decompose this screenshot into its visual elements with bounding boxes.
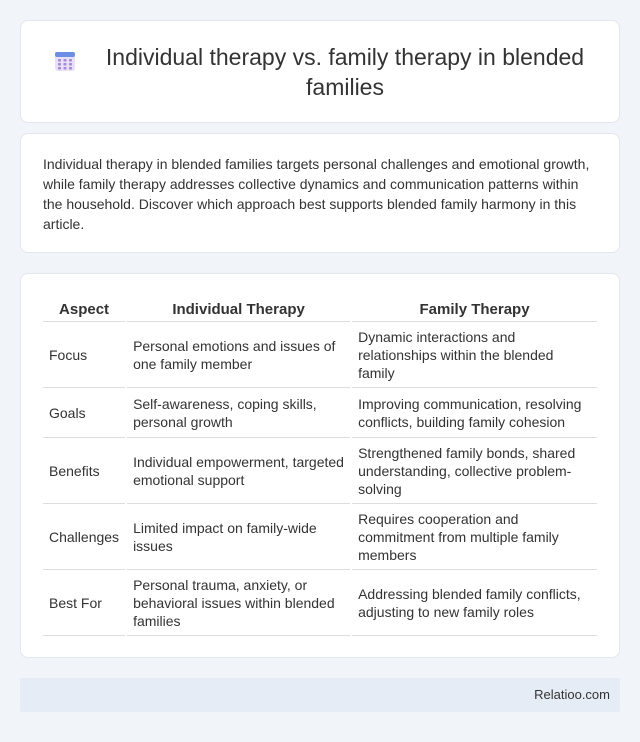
row-aspect: Best For [43, 570, 125, 636]
row-individual: Individual empowerment, targeted emotional support [127, 438, 350, 504]
row-individual: Limited impact on family-wide issues [127, 504, 350, 570]
header-individual-therapy: Individual Therapy [127, 294, 350, 322]
comparison-table [41, 294, 599, 636]
table-row [43, 570, 597, 636]
header-aspect: Aspect [43, 294, 125, 322]
table-row [43, 438, 597, 504]
table-row [43, 504, 597, 570]
row-family: Addressing blended family conflicts, adjusting to new family roles [352, 570, 597, 636]
row-individual: Personal trauma, anxiety, or behavioral issues within blended families [127, 570, 350, 636]
row-family: Requires cooperation and commitment from multiple family members [352, 504, 597, 570]
table-row [43, 388, 597, 438]
page-title: Individual therapy vs. family therapy in blended families [105, 44, 585, 100]
row-individual: Personal emotions and issues of one family member [127, 322, 350, 388]
intro-card [20, 133, 620, 253]
row-family: Dynamic interactions and relationships within the blended family [352, 322, 597, 388]
row-individual: Self-awareness, coping skills, personal growth [127, 388, 350, 438]
row-aspect: Benefits [43, 438, 125, 504]
row-aspect: Goals [43, 388, 125, 438]
table-header-row [43, 294, 597, 322]
footer [20, 678, 620, 712]
intro-paragraph: Individual therapy in blended families targets personal challenges and emotional growth, while family therapy addresses collective dynamics and communication patterns within the household. Discover which approach best supports blended family harmony in this article. [43, 156, 590, 232]
row-family: Strengthened family bonds, shared understanding, collective problem-solving [352, 438, 597, 504]
title-card [20, 20, 620, 123]
calendar-icon [53, 49, 77, 73]
row-aspect: Focus [43, 322, 125, 388]
row-family: Improving communication, resolving conflicts, building family cohesion [352, 388, 597, 438]
comparison-card [20, 273, 620, 658]
header-family-therapy: Family Therapy [352, 294, 597, 322]
footer-brand: Relatioo.com [534, 687, 610, 702]
row-aspect: Challenges [43, 504, 125, 570]
table-row [43, 322, 597, 388]
